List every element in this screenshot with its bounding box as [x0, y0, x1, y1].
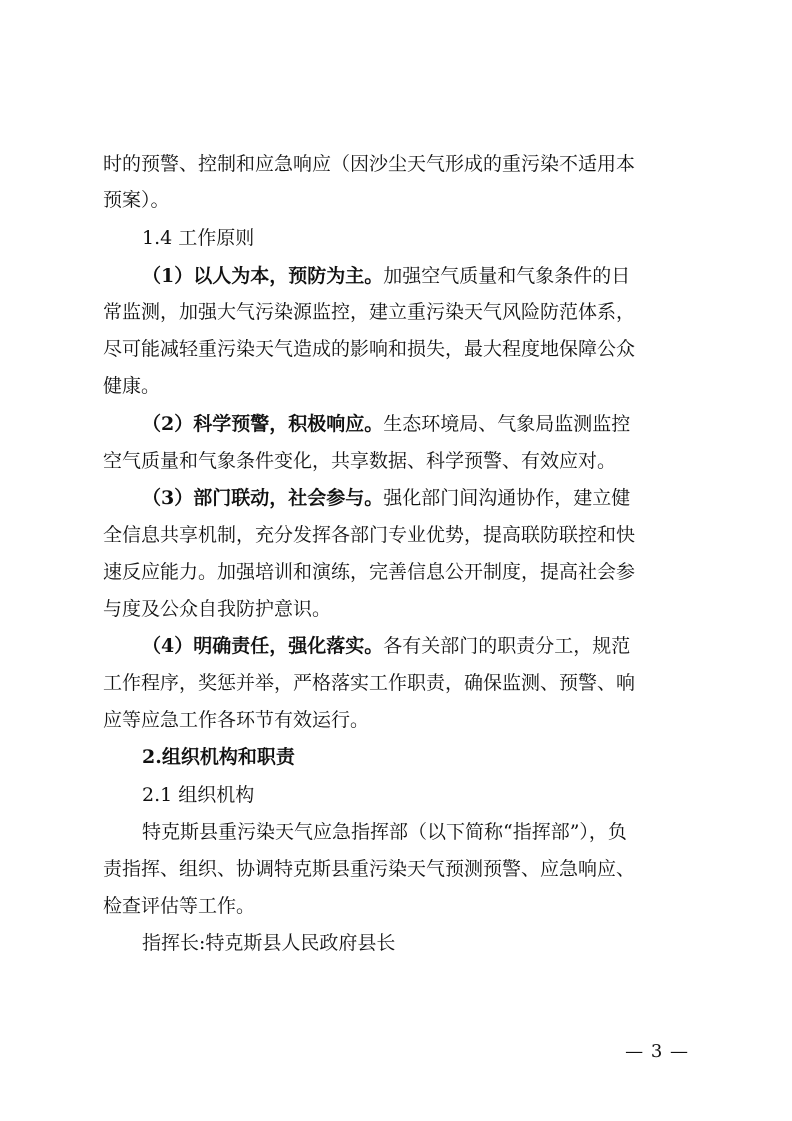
- text-line: 时的预警、控制和应急响应（因沙尘天气形成的重污染不适用本: [103, 153, 636, 175]
- section-heading-2: 2.组织机构和职责: [142, 746, 295, 768]
- principle-2-title: （2）科学预警，积极响应。: [142, 413, 384, 435]
- text-line: 尽可能减轻重污染天气造成的影响和损失，最大程度地保障公众: [103, 338, 636, 360]
- paragraph-principle-3: [142, 486, 630, 510]
- paragraph-principle-2: [142, 412, 630, 436]
- text-line: 速反应能力。加强培训和演练，完善信息公开制度，提高社会参: [103, 561, 636, 583]
- text-line: 全信息共享机制，充分发挥各部门专业优势，提高联防联控和快: [103, 524, 636, 546]
- principle-4-title: （4）明确责任，强化落实。: [142, 635, 384, 657]
- paragraph-principle-4: [142, 634, 630, 658]
- section-heading-1-4: 1.4 工作原则: [142, 227, 255, 249]
- text-line: 特克斯县重污染天气应急指挥部（以下简称“指挥部”），负: [142, 821, 627, 843]
- principle-3-title: （3）部门联动，社会参与。: [142, 487, 384, 509]
- page-number: — 3 —: [625, 1041, 689, 1062]
- principle-2-text: 生态环境局、气象局监测监控: [383, 413, 631, 435]
- text-line: 责指挥、组织、协调特克斯县重污染天气预测预警、应急响应、: [103, 858, 636, 880]
- text-line: 常监测，加强大气污染源监控，建立重污染天气风险防范体系，: [103, 301, 636, 323]
- principle-3-text: 强化部门间沟通协作，建立健: [383, 487, 631, 509]
- principle-1-text: 加强空气质量和气象条件的日: [383, 265, 631, 287]
- section-heading-2-1: 2.1 组织机构: [142, 784, 255, 806]
- text-line: 检查评估等工作。: [103, 895, 256, 917]
- principle-4-text: 各有关部门的职责分工，规范: [383, 635, 631, 657]
- text-line: 指挥长:特克斯县人民政府县长: [142, 932, 396, 954]
- text-line: 应等应急工作各环节有效运行。: [103, 709, 370, 731]
- text-line: 预案）。: [103, 189, 170, 211]
- paragraph-principle-1: [142, 264, 689, 288]
- text-line: 与度及公众自我防护意识。: [103, 598, 332, 620]
- principle-1-title: （1）以人为本，预防为主。: [142, 265, 384, 287]
- text-line: 空气质量和气象条件变化，共享数据、科学预警、有效应对。: [103, 450, 617, 472]
- text-line: 工作程序，奖惩并举，严格落实工作职责，确保监测、预警、响: [103, 672, 636, 694]
- text-line: 健康。: [103, 375, 161, 397]
